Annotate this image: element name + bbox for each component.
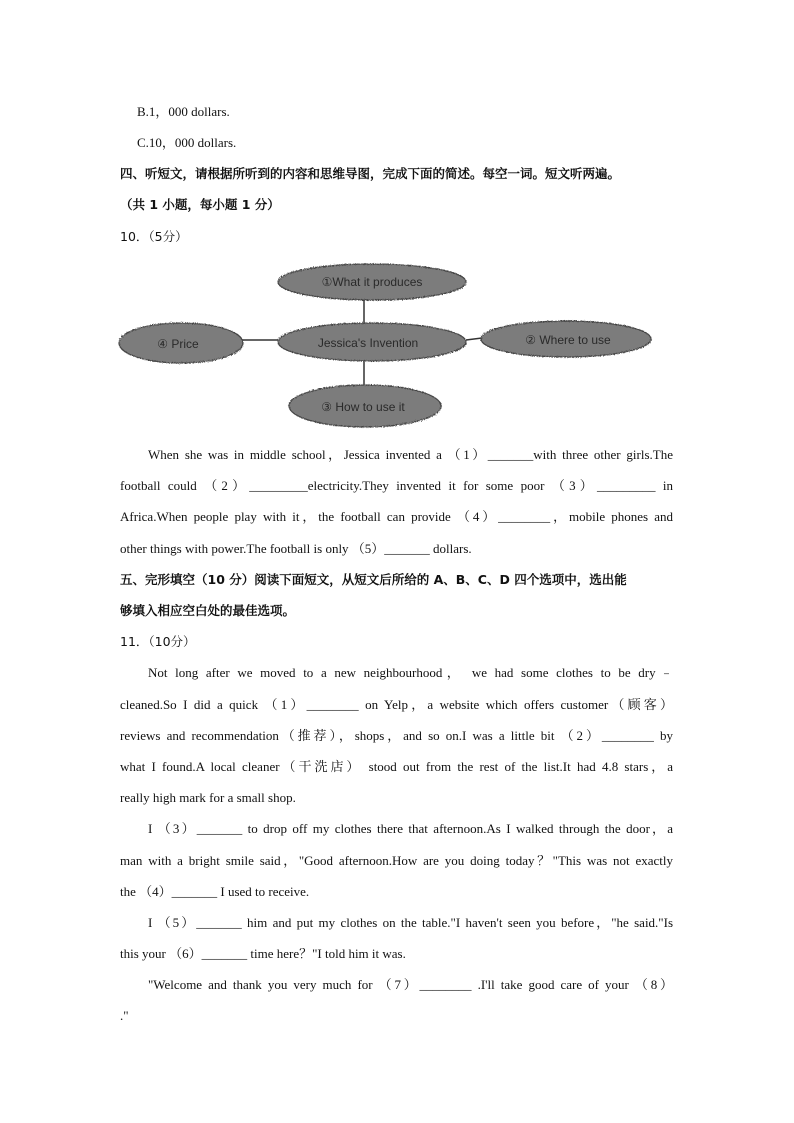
passage-11-line: reviews and recommendation（推荐），shops，and so on.I was a little bit （2）________ by	[120, 728, 673, 743]
passage-11-line: Not long after we moved to a new neighbourhood， we had some clothes to be dry﹣	[148, 665, 673, 680]
node-top-label: ①What it produces	[321, 275, 423, 289]
node-jessicas-invention	[278, 323, 466, 361]
section-4-title: 四、听短文，请根据所听到的内容和思维导图，完成下面的简述。每空一词。短文听两遍。	[120, 166, 621, 181]
passage-11-line: what I found.A local cleaner（干洗店） stood out from the rest of the list.It had 4.8 stars，a	[120, 759, 673, 774]
passage-11-line: "Welcome and thank you very much for （7）________ .I'll take good care of your （8）	[148, 977, 673, 992]
option-b: B.1，000 dollars.	[137, 104, 230, 119]
passage-10-line: Africa.When people play with it，the football can provide （4）________，mobile phones and	[120, 509, 673, 524]
passage-11-line: I （3）_______ to drop off my clothes there that afternoon.As I walked through the door，a	[148, 821, 673, 836]
passage-11-line: the （4）_______ I used to receive.	[120, 884, 310, 899]
passage-10-line: other things with power.The football is only （5）_______ dollars.	[120, 541, 472, 556]
section-5-title: 五、完形填空（10 分）阅读下面短文，从短文后所给的 A、B、C、D 四个选项中，选出能	[120, 572, 627, 587]
connector-right	[466, 338, 482, 340]
question-11-label: 11．（10分）	[120, 634, 196, 649]
passage-11-line: I （5）_______ him and put my clothes on the table."I haven't seen you before，"he said."Is	[148, 915, 673, 930]
node-bottom-label: ③ How to use it	[321, 400, 405, 414]
node-how-to-use-it	[289, 385, 441, 427]
passage-10-line: football could （2）_________electricity.They invented it for some poor （3）_________ in	[120, 478, 673, 493]
node-what-it-produces	[278, 264, 466, 300]
passage-11-line: this your （6）_______ time here？"I told him it was.	[120, 946, 406, 961]
section-5-title-cont: 够填入相应空白处的最佳选项。	[120, 603, 296, 618]
passage-11-line: really high mark for a small shop.	[120, 790, 296, 805]
passage-10-line: When she was in middle school，Jessica invented a （1）_______with three other girls.The	[148, 447, 673, 462]
passage-11-line: cleaned.So I did a quick （1）________ on Yelp，a website which offers customer（顾客）	[120, 697, 673, 712]
node-center-label: Jessica's Invention	[317, 336, 419, 350]
node-price	[119, 323, 243, 363]
passage-11-line: ."	[120, 1008, 129, 1023]
option-c: C.10，000 dollars.	[137, 135, 237, 150]
passage-11-line: man with a bright smile said，"Good afternoon.How are you doing today？"This was not exactly	[120, 853, 673, 868]
mind-map-diagram	[118, 255, 674, 435]
node-right-label: ② Where to use	[525, 333, 611, 347]
section-4-title-cont: （共 1 小题，每小题 1 分）	[120, 197, 280, 212]
node-left-label: ④ Price	[157, 337, 199, 351]
question-10-label: 10．（5分）	[120, 229, 188, 244]
node-where-to-use	[481, 321, 651, 357]
